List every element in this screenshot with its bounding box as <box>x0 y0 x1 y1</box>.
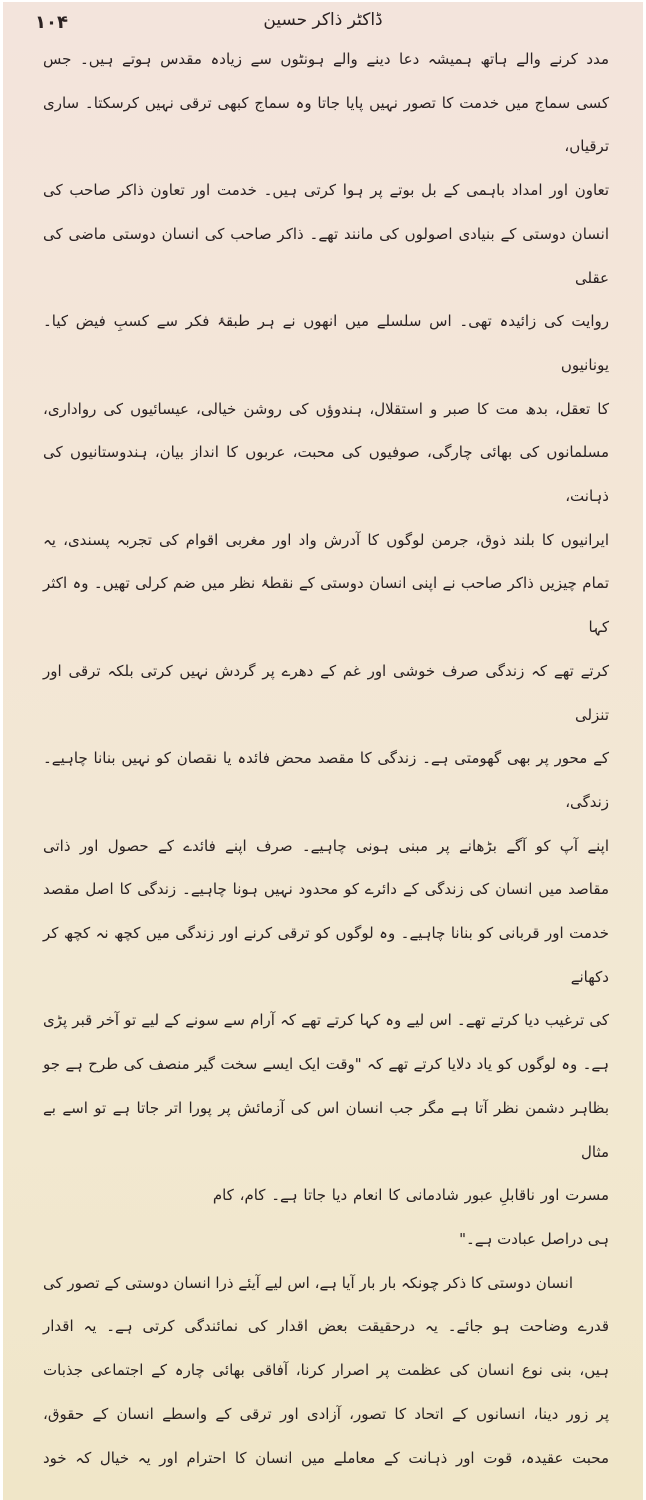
text-line: پر زور دینا، انسانوں کے اتحاد کا تصور، آزادی اور ترقی کے واسطے انسان کے حقوق، <box>43 1404 609 1423</box>
text-line: تعاون اور امداد باہمی کے بل بوتے پر ہوا کرتی ہیں۔ خدمت اور تعاون ذاکر صاحب کی <box>43 181 609 200</box>
page-header <box>3 6 643 40</box>
text-line: ہے۔ وہ لوگوں کو یاد دلایا کرتے تھے کہ "وقت ایک ایسے سخت گیر منصف کی طرح ہے جو <box>43 1055 609 1074</box>
text-line: قدرے وضاحت ہو جائے۔ یہ درحقیقت بعض اقدار کی نمائندگی کرتی ہے۔ یہ اقدار <box>43 1317 609 1336</box>
text-line: انسان دوستی کے بنیادی اصولوں کی مانند تھے۔ ذاکر صاحب کی انسان دوستی ماضی کی عقلی <box>43 224 609 287</box>
text-line: مدد کرنے والے ہاتھ ہمیشہ دعا دینے والے ہونٹوں سے زیادہ مقدس ہوتے ہیں۔ جس <box>43 50 609 68</box>
text-line: تمام چیزیں ذاکر صاحب نے اپنی انسان دوستی کے نقطۂ نظر میں ضم کرلی تھیں۔ وہ اکثر کہا <box>43 574 609 637</box>
page-number: ۱۰۴ <box>35 12 68 33</box>
text-line: کرتے تھے کہ زندگی صرف خوشی اور غم کے دھرے پر گردش نہیں کرتی بلکہ ترقی اور تنزلی <box>43 661 609 724</box>
text-line: کا تعقل، بدھ مت کا صبر و استقلال، ہندوؤں کی روشن خیالی، عیسائیوں کی رواداری، <box>43 399 609 418</box>
page-body <box>43 38 609 1480</box>
paragraph-start-line: انسان دوستی کا ذکر چونکہ بار بار آیا ہے، اس لیے آیئے ذرا انسان دوستی کے تصور کی <box>43 1273 573 1292</box>
book-page <box>3 2 643 1500</box>
text-line: روایت کی زائیدہ تھی۔ اس سلسلے میں انھوں نے ہر طبقۂ فکر سے کسبِ فیض کیا۔ یونانیوں <box>43 312 609 374</box>
text-line: ہیں، بنی نوع انسان کی عظمت پر اصرار کرنا، آفاقی بھائی چارہ کے اجتماعی جذبات <box>43 1361 609 1380</box>
text-line: محبت عقیدہ، قوت اور ذہانت کے معاملے میں انسان کا احترام اور یہ خیال کہ خود <box>43 1448 609 1467</box>
running-title: ڈاکٹر ذاکر حسین <box>263 10 383 30</box>
text-line: اپنے آپ کو آگے بڑھانے پر مبنی ہونی چاہیے۔ صرف اپنے فائدے کے حصول اور ذاتی <box>43 836 609 855</box>
text-line: خدمت اور قربانی کو بنانا چاہیے۔ وہ لوگوں کو ترقی کرنے اور زندگی میں کچھ نہ کچھ کر دکھانے <box>43 924 609 986</box>
text-line: کے محور پر بھی گھومتی ہے۔ زندگی کا مقصد محض فائدہ یا نقصان کو نہیں بنانا چاہیے۔ زندگی، <box>43 749 609 811</box>
paragraph-end-line: مسرت اور ناقابلِ عبور شادمانی کا انعام دیا جاتا ہے۔ کام، کام ہی دراصل عبادت ہے۔" <box>212 1186 609 1248</box>
text-line: کسی سماج میں خدمت کا تصور نہیں پایا جاتا وہ سماج کبھی ترقی نہیں کرسکتا۔ ساری ترقیاں، <box>43 93 609 156</box>
text-line: ایرانیوں کا بلند ذوق، جرمن لوگوں کا آدرش واد اور مغربی اقوام کی تجربہ پسندی، یہ <box>43 530 609 549</box>
text-line: کی ترغیب دیا کرتے تھے۔ اس لیے وہ کہا کرتے تھے کہ آرام سے سونے کے لیے تو آخر قبر پڑی <box>43 1011 609 1030</box>
text-line: مسلمانوں کی بھائی چارگی، صوفیوں کی محبت، عربوں کا انداز بیان، ہندوستانیوں کی ذہانت، <box>43 443 609 506</box>
text-line: مقاصد میں انسان کی زندگی کے دائرے کو محدود نہیں ہونا چاہیے۔ زندگی کا اصل مقصد <box>43 880 609 899</box>
text-line: بظاہر دشمن نظر آتا ہے مگر جب انسان اس کی آزمائش پر پورا اتر جاتا ہے تو اسے بے مثال <box>43 1098 609 1161</box>
